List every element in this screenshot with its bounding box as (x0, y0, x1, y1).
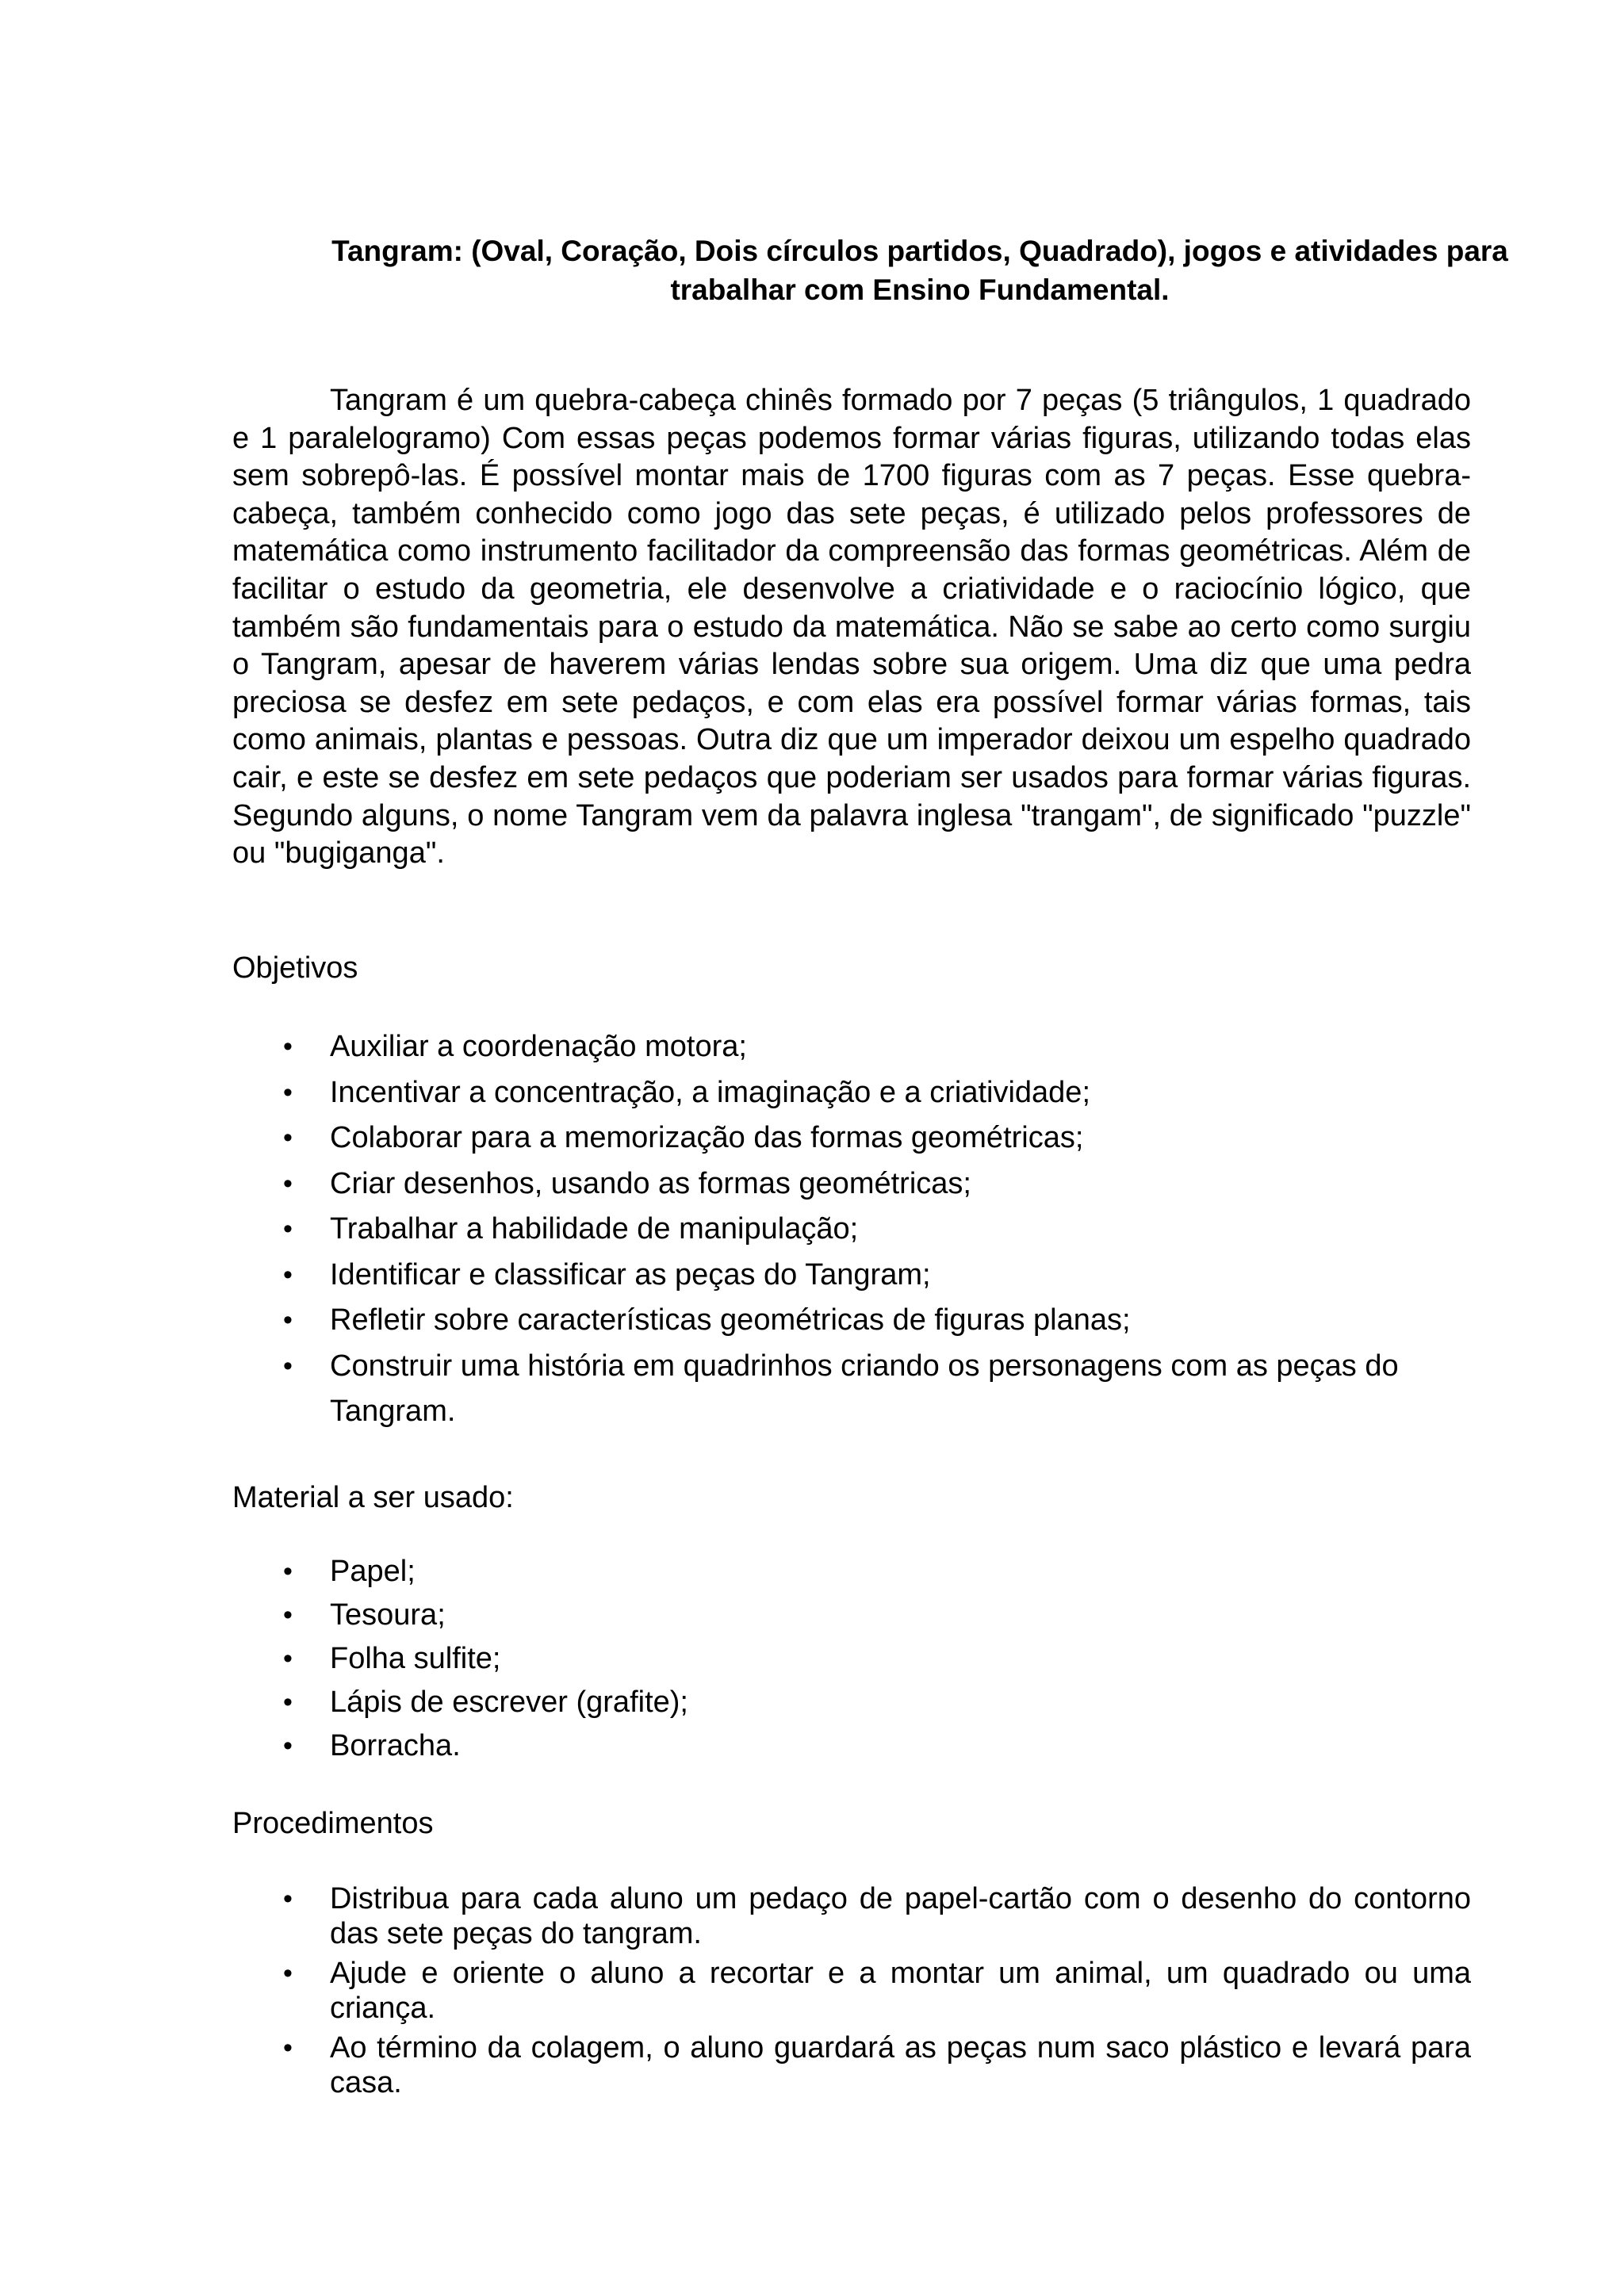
bullet-icon: • (283, 1214, 293, 1244)
list-item-text: Papel; (330, 1555, 416, 1588)
bullet-icon: • (283, 2033, 293, 2063)
materials-list (232, 1550, 1471, 1768)
bullet-icon: • (283, 1731, 293, 1761)
bullet-icon: • (283, 1123, 293, 1153)
list-item (232, 1161, 1471, 1207)
list-item-text: Lápis de escrever (grafite); (330, 1686, 688, 1719)
bullet-icon: • (283, 1556, 293, 1586)
list-item (232, 1681, 1471, 1724)
list-item-text: Borracha. (330, 1729, 461, 1762)
bullet-icon: • (283, 1259, 293, 1290)
list-item (232, 1956, 1471, 2026)
document-title: Tangram: (Oval, Coração, Dois círculos partidos, Quadrado), jogos e atividades para trabalhar com Ensino Fundamental. (331, 235, 1508, 306)
list-item (232, 1253, 1471, 1299)
bullet-icon: • (283, 1031, 293, 1062)
objectives-list (232, 1024, 1471, 1435)
bullet-icon: • (283, 1644, 293, 1674)
bullet-icon: • (283, 1600, 293, 1630)
list-item-text: Distribua para cada aluno um pedaço de papel-cartão com o desenho do contorno das sete peças do tangram. (330, 1882, 1471, 1950)
list-item (232, 1070, 1471, 1116)
list-item-text: Refletir sobre características geométricas de figuras planas; (330, 1303, 1131, 1337)
list-item-text: Tesoura; (330, 1598, 446, 1632)
list-item-text: Identificar e classificar as peças do Tangram; (330, 1257, 931, 1292)
bullet-icon: • (283, 1350, 293, 1381)
procedures-heading: Procedimentos (232, 1807, 434, 1840)
list-item-text: Criar desenhos, usando as formas geométricas; (330, 1166, 971, 1200)
list-item (232, 1881, 1471, 1951)
bullet-icon: • (283, 1305, 293, 1335)
list-item-text: Trabalhar a habilidade de manipulação; (330, 1212, 859, 1246)
list-item (232, 2030, 1471, 2100)
list-item-text: Incentivar a concentração, a imaginação e a criatividade; (330, 1075, 1090, 1109)
list-item (232, 1594, 1471, 1637)
list-item-text: Folha sulfite; (330, 1642, 501, 1675)
bullet-icon: • (283, 1884, 293, 1914)
procedures-list (232, 1881, 1471, 2105)
list-item (232, 1724, 1471, 1768)
list-item (232, 1298, 1471, 1344)
intro-paragraph: Tangram é um quebra-cabeça chinês formado por 7 peças (5 triângulos, 1 quadrado e 1 paralelogramo) Com essas peças podemos formar várias figuras, utilizando todas elas sem sobrepô-las. É possível montar mais de 1700 figuras com as 7 peças. Esse quebra-cabeça, também conhecido como jogo das sete peças, é utilizado pelos professores de matemática como instrumento facilitador da compreensão das formas geométricas. Além de facilitar o estudo da geometria, ele desenvolve a criatividade e o raciocínio lógico, que também são fundamentais para o estudo da matemática. Não se sabe ao certo como surgiu o Tangram, apesar de haverem várias lendas sobre sua origem. Uma diz que uma pedra preciosa se desfez em sete pedaços, e com elas era possível formar várias formas, tais como animais, plantas e pessoas. Outra diz que um imperador deixou um espelho quadrado cair, e este se desfez em sete pedaços que poderiam ser usados para formar várias figuras. Segundo alguns, o nome Tangram vem da palavra inglesa "trangam", de significado "puzzle" ou "bugiganga". (232, 384, 1471, 871)
list-item (232, 1115, 1471, 1161)
bullet-icon: • (283, 1687, 293, 1717)
list-item (232, 1637, 1471, 1681)
list-item-text: Construir uma história em quadrinhos criando os personagens com as peças do Tangram. (330, 1349, 1399, 1428)
list-item (232, 1207, 1471, 1253)
materials-heading: Material a ser usado: (232, 1481, 514, 1514)
list-item-text: Auxiliar a coordenação motora; (330, 1030, 747, 1063)
list-item-text: Colaborar para a memorização das formas geométricas; (330, 1121, 1084, 1154)
list-item (232, 1024, 1471, 1070)
bullet-icon: • (283, 1168, 293, 1199)
objectives-heading: Objetivos (232, 951, 358, 985)
list-item (232, 1550, 1471, 1594)
bullet-icon: • (283, 1958, 293, 1988)
list-item-text: Ao término da colagem, o aluno guardará as peças num saco plástico e levará para casa. (330, 2031, 1471, 2099)
list-item-text: Ajude e oriente o aluno a recortar e a montar um animal, um quadrado ou uma criança. (330, 1957, 1471, 2025)
bullet-icon: • (283, 1077, 293, 1108)
list-item (232, 1344, 1471, 1435)
